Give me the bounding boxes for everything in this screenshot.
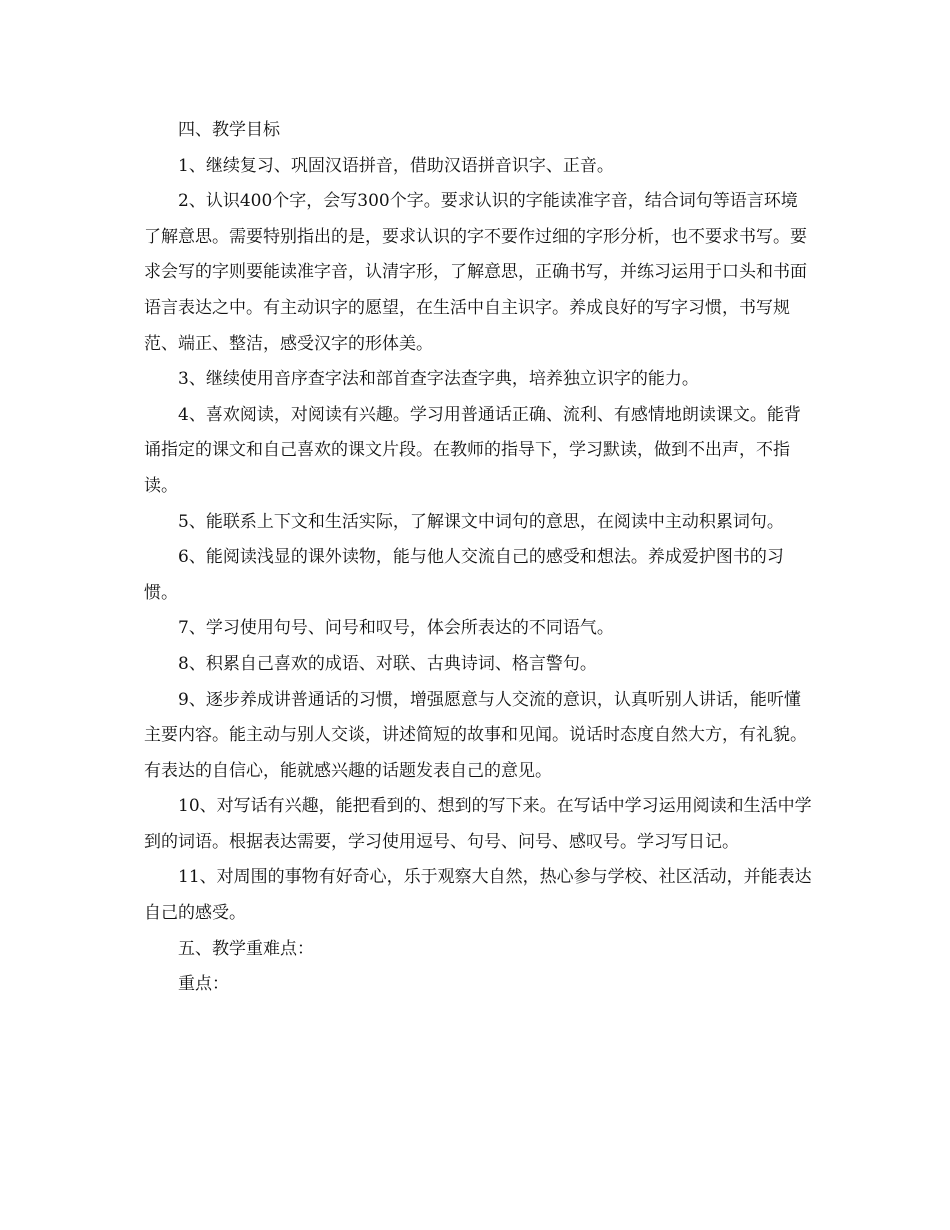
goal-item-8: 8、积累自己喜欢的成语、对联、古典诗词、格言警句。 — [178, 653, 597, 674]
goal-item-4: 4、喜欢阅读，对阅读有兴趣。学习用普通话正确、流利、有感情地朗读课文。能背诵指定的课文和自己喜欢的课文片段。在教师的指导下，学习默读，做到不出声，不指读。 — [144, 404, 801, 496]
goal-item-9: 9、逐步养成讲普通话的习惯，增强愿意与人交流的意识，认真听别人讲话，能听懂主要内容。能主动与别人交谈，讲述简短的故事和见闻。说话时态度自然大方，有礼貌。有表达的自信心，能就感兴趣的话题发表自己的意见。 — [144, 689, 807, 781]
goal-item-6: 6、能阅读浅显的课外读物，能与他人交流自己的感受和想法。养成爱护图书的习惯。 — [144, 547, 784, 603]
section-heading-teaching-goals: 四、教学目标 — [178, 120, 280, 140]
goal-item-1: 1、继续复习、巩固汉语拼音，借助汉语拼音识字、正音。 — [178, 155, 614, 176]
goal-item-7: 7、学习使用句号、问号和叹号，体会所表达的不同语气。 — [178, 618, 614, 639]
subheading-key-points: 重点： — [178, 974, 229, 995]
goal-item-2: 2、认识400个字，会写300个字。要求认识的字能读准字音，结合词句等语言环境了解意思。需要特别指出的是，要求认识的字不要作过细的字形分析，也不要求书写。要求会写的字则要能读准字音，认清字形，了解意思，正确书写，并练习运用于口头和书面语言表达之中。有主动识字的愿望，在生活中自主识字。养成良好的写字习惯，书写规范、端正、整洁，感受汉字的形体美。 — [144, 191, 807, 354]
goal-item-11: 11、对周围的事物有好奇心，乐于观察大自然，热心参与学校、社区活动，并能表达自己的感受。 — [144, 867, 812, 924]
goal-item-5: 5、能联系上下文和生活实际，了解课文中词句的意思，在阅读中主动积累词句。 — [178, 511, 784, 532]
document-page — [144, 113, 812, 1003]
section-heading-key-difficulties: 五、教学重难点： — [178, 938, 314, 959]
goal-item-10: 10、对写话有兴趣，能把看到的、想到的写下来。在写话中学习运用阅读和生活中学到的词语。根据表达需要，学习使用逗号、句号、问号、感叹号。学习写日记。 — [144, 796, 812, 852]
goal-item-3: 3、继续使用音序查字法和部首查字法查字典，培养独立识字的能力。 — [178, 369, 699, 390]
